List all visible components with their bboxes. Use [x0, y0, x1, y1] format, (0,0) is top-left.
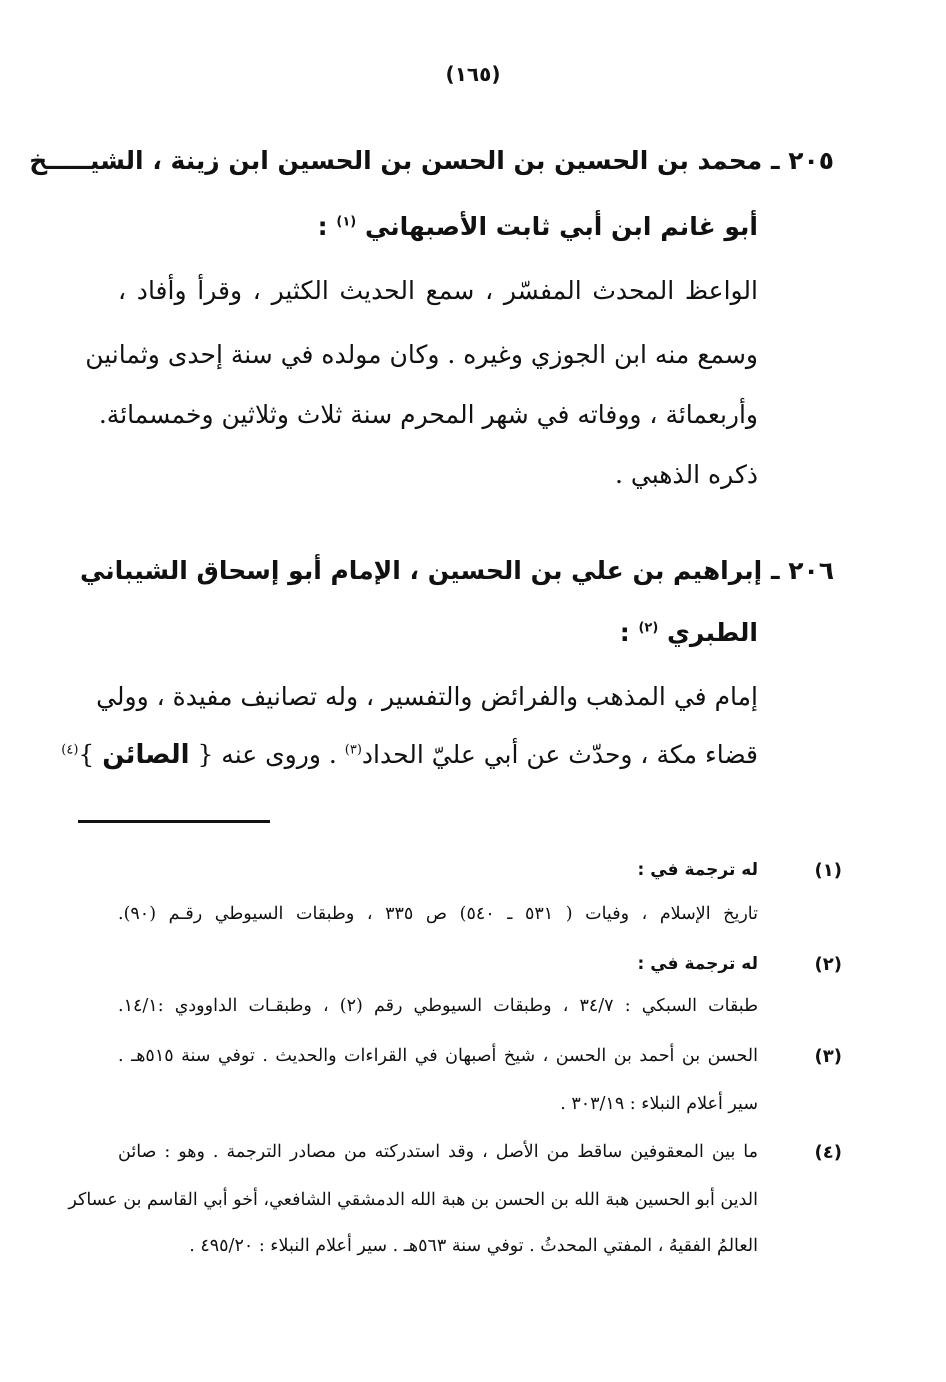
entry-206-heading-cont: الطبري $^{(٢)}$ :	[619, 618, 758, 647]
entry-206-body-line: إمام في المذهب والفرائض والتفسير ، وله تصانيف مفيدة ، وولي	[96, 682, 758, 711]
entry-206-heading: ٢٠٦ ـ إبراهيم بن علي بن الحسين ، الإمام أبو إسحاق الشيباني	[79, 556, 834, 585]
footnote-line: الدين أبو الحسين هبة الله بن الحسن بن هبة الله الدمشقي الشافعي، أخو أبي القاسم بن عساكر	[68, 1190, 758, 1210]
footnote-ref-2[interactable]: (٢)	[638, 620, 659, 636]
bracketed-insertion: الصائن	[102, 740, 190, 770]
entry-205-heading: ٢٠٥ ـ محمد بن الحسين بن الحسن بن الحسين ابن زينة ، الشيـــــخ	[29, 146, 834, 175]
footnote-line: طبقات السبكي : ٣٤/٧ ، وطبقات السيوطي رقم (٢) ، وطبقـات الداوودي :١٤/١.	[118, 996, 759, 1016]
page-number: (١٦٥)	[445, 62, 501, 86]
footnote-line: تاريخ الإسلام ، وفيات ( ٥٣١ ـ ٥٤٠) ص ٣٣٥ ، وطبقات السيوطي رقـم (٩٠).	[118, 904, 758, 924]
entry-205-body-line: وأربعمائة ، ووفاته في شهر المحرم سنة ثلاث وثلاثين وخمسمائة.	[98, 400, 758, 429]
footnote-line: سير أعلام النبلاء : ٣٠٣/١٩ .	[560, 1094, 758, 1114]
footnote-number: (٤)	[814, 1142, 842, 1163]
entry-206-body-line: قضاء مكة ، وحدّث عن أبي عليّ الحداد$^{(٣)}$ . وروى عنه { الصائن }$^{(٤)}$	[61, 740, 758, 770]
footnote-line: له ترجمة في :	[637, 860, 758, 880]
footnote-line: ما بين المعقوفين ساقط من الأصل ، وقد استدركته من مصادر الترجمة . وهو : صائن	[118, 1142, 758, 1162]
entry-205-body-line: وسمع منه ابن الجوزي وغيره . وكان مولده في سنة إحدى وثمانين	[85, 340, 758, 369]
footnote-line: العالمُ الفقيهُ ، المفتي المحدثُ . توفي سنة ٥٦٣هـ . سير أعلام النبلاء : ٤٩٥/٢٠ .	[189, 1236, 758, 1256]
footnote-number: (٢)	[814, 954, 842, 975]
footnote-line: له ترجمة في :	[637, 954, 758, 974]
footnote-line: الحسن بن أحمد بن الحسن ، شيخ أصبهان في القراءات والحديث . توفي سنة ٥١٥هـ .	[118, 1046, 758, 1066]
footnote-ref-3[interactable]: (٣)	[344, 742, 362, 758]
footnote-number: (١)	[814, 860, 842, 881]
footnote-number: (٣)	[814, 1046, 842, 1067]
footnote-ref-4[interactable]: (٤)	[61, 742, 79, 758]
entry-205-heading-cont: أبو غانم ابن أبي ثابت الأصبهاني $^{(١)}$ :	[317, 212, 758, 241]
footnote-separator	[78, 820, 270, 823]
entry-205-body-line: الواعظ المحدث المفسّر ، سمع الحديث الكثير ، وقرأ وأفاد ،	[118, 276, 758, 305]
entry-205-body-line: ذكره الذهبي .	[614, 460, 758, 489]
footnote-ref-1[interactable]: (١)	[336, 214, 357, 230]
